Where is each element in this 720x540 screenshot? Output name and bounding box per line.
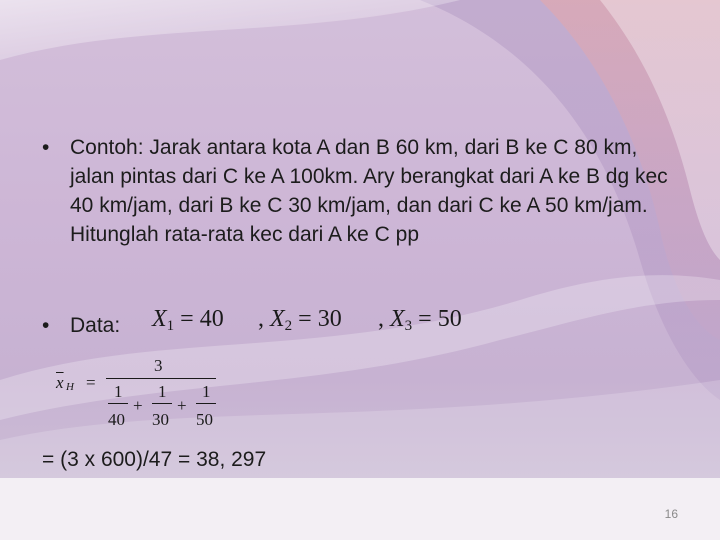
x3-sub: 3	[404, 318, 413, 334]
x2-sep: ,	[258, 306, 264, 332]
formula-lhs-var: $\overline{x}$	[56, 373, 64, 392]
bullet-data	[42, 311, 120, 340]
denominator-1: 40	[108, 410, 125, 429]
x2-var: X	[270, 306, 285, 332]
fraction-bar-2	[152, 403, 172, 404]
x1-value: = 40	[180, 306, 224, 332]
footer-band	[0, 478, 720, 540]
x2-sub: 2	[284, 318, 293, 334]
data-x2	[258, 306, 342, 335]
data-x3	[378, 306, 462, 335]
unit-term-2: 1	[158, 382, 167, 401]
fraction-bar-3	[196, 403, 216, 404]
plus-2: +	[177, 396, 187, 415]
denominator-3: 50	[196, 410, 213, 429]
x1-sub: 1	[166, 318, 175, 334]
x3-var: X	[390, 306, 405, 332]
harmonic-mean-formula	[56, 354, 226, 434]
x3-value: = 50	[418, 306, 462, 332]
formula-lhs-sub: H	[66, 381, 74, 393]
bullet-dot: •	[42, 314, 50, 337]
x2-value: = 30	[298, 306, 342, 332]
plus-1: +	[133, 396, 143, 415]
result-line: = (3 x 600)/47 = 38, 297	[42, 448, 267, 471]
unit-term-1: 1	[114, 382, 123, 401]
fraction-bar-1	[108, 403, 128, 404]
bullet-example	[42, 133, 682, 249]
bullet-dot: •	[42, 136, 50, 159]
data-x1	[152, 306, 224, 335]
example-text: Contoh: Jarak antara kota A dan B 60 km, dari B ke C 80 km, jalan pintas dari C ke A 100km. Ary berangkat dari A ke B dg kec 40 km/jam, dari B ke C 30 km/jam, dan dari C ke A 50 km/jam. Hitunglah rata-rata kec dari A ke C pp	[70, 136, 668, 246]
formula-equals: =	[86, 373, 96, 392]
page-number: 16	[664, 507, 678, 521]
x1-var: X	[152, 306, 167, 332]
denominator-2: 30	[152, 410, 169, 429]
data-label: Data:	[70, 314, 121, 337]
unit-term-3: 1	[202, 382, 211, 401]
formula-numerator: 3	[154, 356, 163, 375]
main-fraction-bar	[106, 378, 216, 379]
x3-sep: ,	[378, 306, 384, 332]
